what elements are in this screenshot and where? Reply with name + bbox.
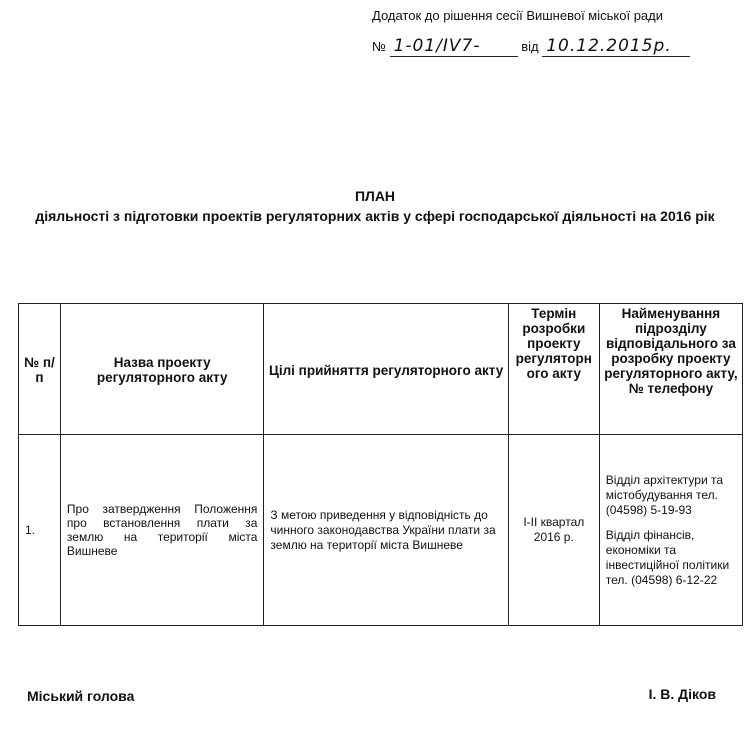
col-header-department: Найменування підрозділу відповідального за розробку проекту регуляторного акту, № телефону [599,304,742,435]
document-title [0,186,750,226]
appendix-note: Додаток до рішення сесії Вишневої міської ради [372,8,663,23]
decision-date: 10.12.2015р. [542,36,690,57]
col-header-goal: Цілі прийняття регуляторного акту [264,304,508,435]
table-header-row [19,304,743,435]
cell-department [599,435,742,626]
decision-number: 1-01/IV7- [390,36,518,57]
col-header-name: Назва проекту регуляторного акту [60,304,263,435]
signature-position: Міський голова [27,688,135,704]
plan-table [18,303,743,626]
col-header-number: № п/п [19,304,61,435]
col-header-term: Термін розробки проекту регуляторн ого акту [508,304,599,435]
title-plan: ПЛАН [354,188,396,204]
cell-number: 1. [19,435,61,626]
department-architecture: Відділ архітектури та містобудування тел. (04598) 5-19-93 [605,472,724,517]
signature-name: І. В. Діков [648,686,716,702]
cell-goal: З метою приведення у відповідність до чинного законодавства України плати за землю на території міста Вишневе [264,435,508,626]
decision-reference [372,36,690,57]
title-subtitle: діяльності з підготовки проектів регуляторних актів у сфері господарської діяльності на 2016 рік [35,208,715,224]
cell-term: I-II квартал 2016 р. [508,435,599,626]
number-prefix: № [372,39,386,54]
date-prefix: від [521,39,539,54]
department-finance: Відділ фінансів, економіки та інвестиційної політики тел. (04598) 6-12-22 [605,527,730,587]
cell-name: Про затвердження Положення про встановлення плати за землю на території міста Вишневе [60,435,263,626]
table-row [19,435,743,626]
